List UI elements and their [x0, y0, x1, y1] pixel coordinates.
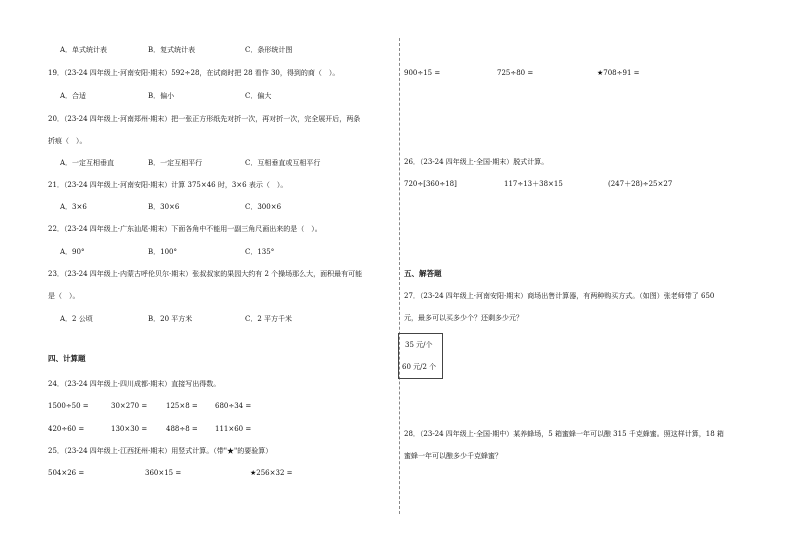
q24-text: 24．（23-24 四年级上·四川成都·期末）直接写出得数。 — [48, 380, 221, 388]
q25-item-2: 360×15 = — [145, 469, 182, 477]
q21-option-c: C．300×6 — [245, 203, 282, 211]
price-single: 35 元/个 — [405, 341, 433, 349]
q20-option-b: B．一定互相平行 — [148, 159, 203, 167]
q19-option-a: A．合适 — [60, 92, 87, 100]
column-divider — [399, 38, 400, 514]
q18-option-c: C．条形统计图 — [245, 46, 293, 54]
q20-option-a: A．一定互相垂直 — [60, 159, 115, 167]
q19-option-b: B．偏小 — [148, 92, 175, 100]
q23-option-a: A．2 公顷 — [60, 315, 93, 323]
section4-title: 四、计算题 — [48, 354, 86, 363]
q23-option-c: C．2 平方千米 — [245, 315, 293, 323]
q19-text: 19．（23-24 四年级上·河南安阳·期末）592÷28，在试商时把 28 看作 30，得到的商（ ）。 — [48, 69, 340, 77]
q23-option-b: B．20 平方米 — [148, 315, 193, 323]
q25-item-1: 504×26 = — [48, 469, 85, 477]
q24-item-3: 125×8 = — [166, 402, 198, 410]
q25-item-4: 900÷15 = — [404, 69, 441, 77]
section5-title: 五、解答题 — [404, 269, 442, 278]
q26-item-1: 720÷[360÷18] — [404, 180, 457, 188]
q21-text: 21．（23-24 四年级上·河南安阳·期末）计算 375×46 时，3×6 表示（ ）。 — [48, 181, 288, 189]
q18-option-b: B．复式统计表 — [148, 46, 196, 54]
q27-line1: 27．（23-24 四年级上·河南安阳·期末）商场出售计算器，有两种购买方式。（如图）张老师带了 650 — [404, 292, 715, 300]
q22-option-b: B．100° — [148, 248, 178, 256]
q26-item-3: (247＋28)÷25×27 — [608, 180, 673, 188]
q20-option-c: C．互相垂直或互相平行 — [245, 159, 321, 167]
q25-item-6: ★708÷91 = — [597, 69, 640, 77]
q20-line1: 20．（23-24 四年级上·河南郑州·期末）把一张正方形纸先对折一次，再对折一次，完全展开后，两条 — [48, 115, 361, 123]
q24-item-6: 130×30 = — [111, 425, 148, 433]
q28-line2: 蜜蜂一年可以酿多少千克蜂蜜？ — [404, 452, 502, 460]
q22-text: 22．（23-24 四年级上·广东汕尾·期末）下面各角中不能用一副三角尺画出来的是（ ）。 — [48, 225, 322, 233]
q24-item-5: 420÷60 = — [48, 425, 85, 433]
q24-item-8: 111×60 = — [215, 425, 252, 433]
q27-line2: 元，最多可以买多少个？还剩多少元？ — [404, 314, 523, 322]
q24-item-4: 680÷34 = — [215, 402, 252, 410]
q18-option-a: A．单式统计表 — [60, 46, 108, 54]
q22-option-a: A．90° — [60, 248, 85, 256]
price-box — [398, 333, 443, 379]
q24-item-2: 30×270 = — [111, 402, 148, 410]
q25-item-3: ★256×32 = — [250, 469, 293, 477]
price-pair: 60 元/2 个 — [402, 363, 437, 371]
q28-line1: 28．（23-24 四年级上·全国·期中）某养蜂场，5 箱蜜蜂一年可以酿 315 千克蜂蜜。照这样计算，18 箱 — [404, 430, 724, 438]
q26-item-2: 117÷13＋38×15 — [504, 180, 563, 188]
q21-option-a: A．3×6 — [60, 203, 87, 211]
q22-option-c: C．135° — [245, 248, 275, 256]
q26-text: 26．（23-24 四年级上·全国·期末）脱式计算。 — [404, 158, 549, 166]
q24-item-1: 1500÷50 = — [48, 402, 89, 410]
q21-option-b: B．30×6 — [148, 203, 180, 211]
q20-line2: 折痕（ ）。 — [48, 137, 87, 145]
q25-text: 25．（23-24 四年级上·江西抚州·期末）用竖式计算。（带"★"的要验算） — [48, 447, 273, 455]
q19-option-c: C．偏大 — [245, 92, 272, 100]
q24-item-7: 488÷8 = — [166, 425, 198, 433]
q23-line2: 是（ ）。 — [48, 292, 80, 300]
q25-item-5: 725÷80 = — [497, 69, 534, 77]
q23-line1: 23．（23-24 四年级上·内蒙古呼伦贝尔·期末）张叔叔家的果园大约有 2 个操场那么大，面积最有可能 — [48, 270, 363, 278]
